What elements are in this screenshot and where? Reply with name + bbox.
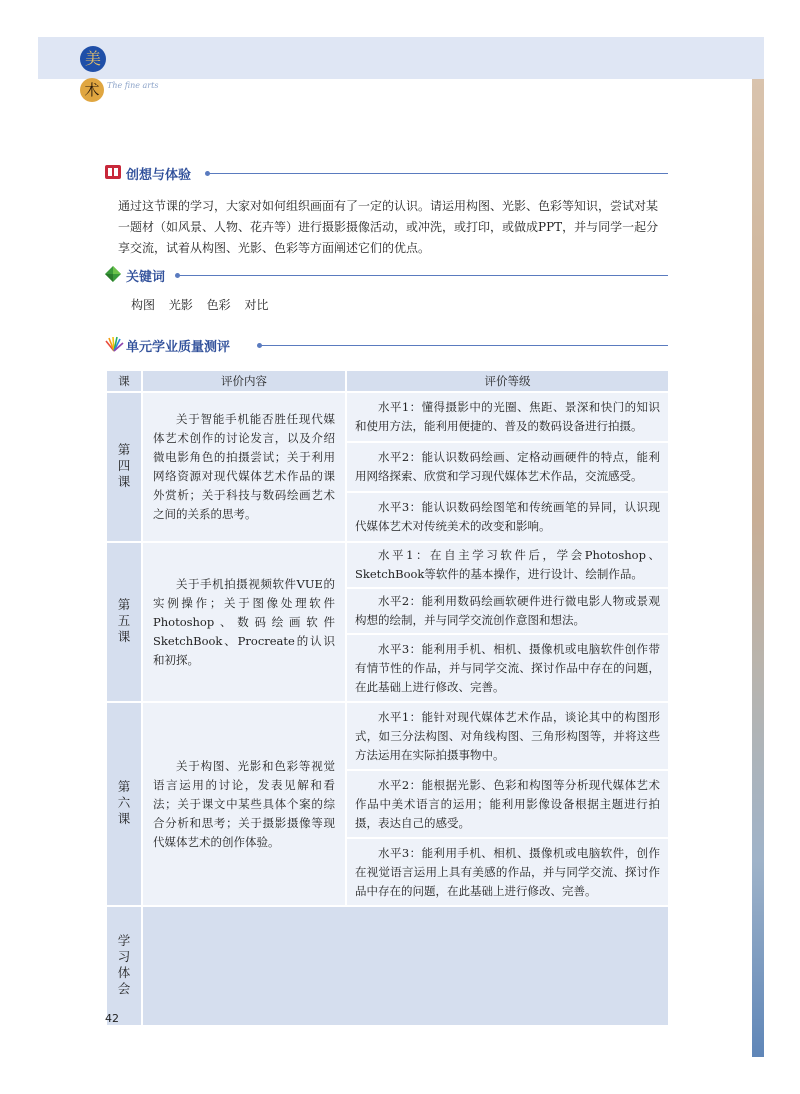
level-cell: [346, 542, 669, 588]
gem-icon: [104, 265, 122, 283]
level-text: 水平2：能根据光影、色彩和构图等分析现代媒体艺术作品中美术语言的运用；能利用影像设备根据主题进行拍摄，表达自己的感受。: [355, 777, 660, 830]
keywords-list: 构图 光影 色彩 对比: [131, 298, 269, 312]
level-cell: [346, 442, 669, 492]
level-cell: [346, 702, 669, 770]
section-keywords-rule: [178, 275, 668, 276]
level-cell: [346, 492, 669, 542]
table-row: [106, 392, 669, 442]
level-text: 水平1：懂得摄影中的光圈、焦距、景深和快门的知识和使用方法，能利用便捷的、普及的数码设备进行拍摄。: [355, 400, 660, 433]
logo-emblem-top: 美: [80, 46, 106, 72]
level-text: 水平2：能认识数码绘画、定格动画硬件的特点，能利用网络探索、欣赏和学习现代媒体艺术作品，交流感受。: [355, 450, 660, 483]
level-cell: [346, 588, 669, 634]
assessment-table: [105, 369, 670, 1027]
header-content: 评价内容: [142, 370, 346, 392]
lesson-cell: [106, 702, 142, 906]
rainbow-icon: [104, 335, 124, 353]
level-text: 水平3：能利用手机、相机、摄像机或电脑软件创作带有情节性的作品，并与同学交流、探讨作品中存在的问题，在此基础上进行修改、完善。: [355, 641, 660, 694]
section-assessment-heading: [104, 335, 668, 355]
content-text: 关于手机拍摄视频软件VUE的实例操作；关于图像处理软件Photoshop、数码绘画软件SketchBook、Procreate的认识和初探。: [153, 576, 335, 667]
section-create-title: 创想与体验: [126, 168, 192, 183]
reflection-input-area[interactable]: [142, 906, 669, 1026]
section-create-heading: [104, 163, 668, 183]
level-text: 水平1：能针对现代媒体艺术作品，谈论其中的构图形式，如三分法构图、对角线构图、三角形构图等，并将这些方法运用在实际拍摄事物中。: [355, 709, 660, 762]
lesson-label: 第五课: [117, 597, 131, 644]
logo-emblem-bottom: 术: [80, 78, 104, 102]
header-band: [38, 37, 764, 79]
table-header-row: [106, 370, 669, 392]
level-text: 水平3：能认识数码绘图笔和传统画笔的异同，认识现代媒体艺术对传统美术的改变和影响。: [355, 500, 660, 533]
lesson-cell: [106, 392, 142, 542]
table-row: [106, 702, 669, 770]
section-keywords-title: 关键词: [126, 270, 166, 285]
section-keywords-heading: [104, 265, 668, 285]
header-subtitle: The fine arts: [107, 81, 159, 90]
section-assessment-rule: [260, 345, 668, 346]
level-cell: [346, 392, 669, 442]
reflection-label: 学习体会: [117, 933, 131, 996]
header-lesson: 课: [106, 370, 142, 392]
level-text: 水平1：在自主学习软件后，学会Photoshop、SketchBook等软件的基本操作，进行设计、绘制作品。: [355, 548, 660, 581]
content-text: 关于智能手机能否胜任现代媒体艺术创作的讨论发言，以及介绍微电影角色的拍摄尝试；关于利用网络资源对现代媒体艺术作品的课外赏析；关于科技与数码绘画艺术之间的关系的思考。: [153, 412, 335, 521]
header-level: 评价等级: [346, 370, 669, 392]
page-number: 42: [105, 1012, 119, 1025]
content-cell: [142, 702, 346, 906]
section-create-body: 通过这节课的学习，大家对如何组织画面有了一定的认识。请运用构图、光影、色彩等知识，尝试对某一题材（如风景、人物、花卉等）进行摄影摄像活动，或冲洗，或打印，或做成PPT，并与同学一起分享交流，试着从构图、光影、色彩等方面阐述它们的优点。: [118, 199, 659, 255]
content-cell: [142, 542, 346, 702]
level-text: 水平2：能利用数码绘画软硬件进行微电影人物或景观构想的绘制，并与同学交流创作意图和想法。: [355, 594, 660, 627]
lesson-cell: [106, 542, 142, 702]
lesson-label: 第四课: [117, 442, 131, 489]
section-assessment-title: 单元学业质量测评: [126, 340, 231, 355]
level-cell: [346, 770, 669, 838]
level-cell: [346, 634, 669, 702]
book-icon: [104, 163, 122, 181]
level-text: 水平3：能利用手机、相机、摄像机或电脑软件，创作在视觉语言运用上具有美感的作品，并与同学交流、探讨作品中存在的问题，在此基础上进行修改、完善。: [355, 845, 660, 898]
level-cell: [346, 838, 669, 906]
section-create-rule: [208, 173, 668, 174]
table-row: [106, 542, 669, 588]
content-text: 关于构图、光影和色彩等视觉语言运用的讨论，发表见解和看法；关于课文中某些具体个案的综合分析和思考；关于摄影摄像等现代媒体艺术的创作体验。: [153, 758, 335, 849]
lesson-label: 第六课: [117, 779, 131, 826]
reflection-label-cell: [106, 906, 142, 1026]
reflection-row: [106, 906, 669, 1026]
side-photo-strip: [752, 79, 764, 1057]
content-cell: [142, 392, 346, 542]
